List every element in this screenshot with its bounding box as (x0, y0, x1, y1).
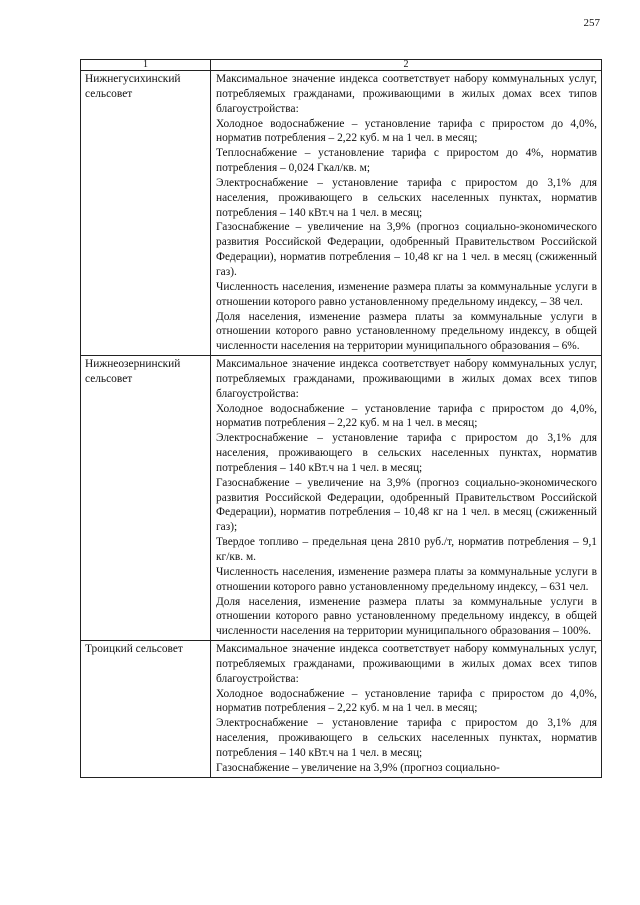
paragraph: Численность населения, изменение размера платы за коммунальные услуги в отношении которого равно установленному предельному индексу, – 631 чел. (216, 565, 597, 593)
paragraph: Максимальное значение индекса соответствует набору коммунальных услуг, потребляемых гражданами, проживающими в жилых домах всех типов благоустройства: (216, 358, 597, 400)
paragraph: Газоснабжение – увеличение на 3,9% (прогноз социально-экономического развития Российской Федерации, одобренный Правительством Российской Федерации), норматив потребления – 10,48 кг на 1 чел. в месяц (сжиженный газ). (216, 221, 597, 278)
settlement-name: Троицкий сельсовет (81, 641, 211, 778)
settlement-description (211, 71, 602, 356)
settlement-name: Нижнегусихинский сельсовет (81, 71, 211, 356)
paragraph: Твердое топливо – предельная цена 2810 руб./т, норматив потребления – 9,1 кг/кв. м. (216, 536, 597, 563)
paragraph: Электроснабжение – установление тарифа с приростом до 3,1% для населения, проживающего в сельских населенных пунктах, норматив потребления – 140 кВт.ч на 1 чел. в месяц; (216, 432, 597, 474)
table-row (81, 641, 602, 778)
paragraph: Газоснабжение – увеличение на 3,9% (прогноз социально-экономического развития Российской Федерации, одобренный Правительством Российской Федерации), норматив потребления – 10,48 кг на 1 чел. в месяц (сжиженный газ); (216, 476, 597, 534)
paragraph: Доля населения, изменение размера платы за коммунальные услуги в отношении которого равно установленному предельному индексу, в общей численности населения на территории муниципального образования – 100%. (216, 595, 597, 638)
paragraph: Доля населения, изменение размера платы за коммунальные услуги в отношении которого равно установленному предельному индексу, в общей численности населения на территории муниципального образования – 6%. (216, 310, 597, 353)
column-header-1: 1 (81, 60, 211, 71)
paragraph: Холодное водоснабжение – установление тарифа с приростом до 4,0%, норматив потребления – 2,22 куб. м на 1 чел. в месяц; (216, 687, 597, 715)
paragraph: Холодное водоснабжение – установление тарифа с приростом до 4,0%, норматив потребления – 2,22 куб. м на 1 чел. в месяц; (216, 117, 597, 145)
indices-table (80, 59, 602, 778)
settlement-description (211, 641, 602, 778)
paragraph: Максимальное значение индекса соответствует набору коммунальных услуг, потребляемых гражданами, проживающими в жилых домах всех типов благоустройства: (216, 643, 597, 685)
table-row (81, 356, 602, 641)
paragraph: Газоснабжение – увеличение на 3,9% (прогноз социально- (216, 761, 500, 774)
paragraph: Электроснабжение – установление тарифа с приростом до 3,1% для населения, проживающего в сельских населенных пунктах, норматив потребления – 140 кВт.ч на 1 чел. в месяц; (216, 717, 597, 759)
paragraph: Теплоснабжение – установление тарифа с приростом до 4%, норматив потребления – 0,024 Гкал/кв. м; (216, 147, 597, 175)
paragraph: Максимальное значение индекса соответствует набору коммунальных услуг, потребляемых гражданами, проживающими в жилых домах всех типов благоустройства: (216, 73, 597, 115)
paragraph: Численность населения, изменение размера платы за коммунальные услуги в отношении которого равно установленному предельному индексу, – 38 чел. (216, 280, 597, 308)
table-header-row (81, 60, 602, 71)
paragraph: Холодное водоснабжение – установление тарифа с приростом до 4,0%, норматив потребления – 2,22 куб. м на 1 чел. в месяц; (216, 402, 597, 430)
page-number: 257 (583, 17, 600, 29)
settlement-name: Нижнеозернинский сельсовет (81, 356, 211, 641)
column-header-2: 2 (211, 60, 602, 71)
settlement-description (211, 356, 602, 641)
table-row (81, 71, 602, 356)
paragraph: Электроснабжение – установление тарифа с приростом до 3,1% для населения, проживающего в сельских населенных пунктах, норматив потребления – 140 кВт.ч на 1 чел. в месяц; (216, 176, 597, 219)
